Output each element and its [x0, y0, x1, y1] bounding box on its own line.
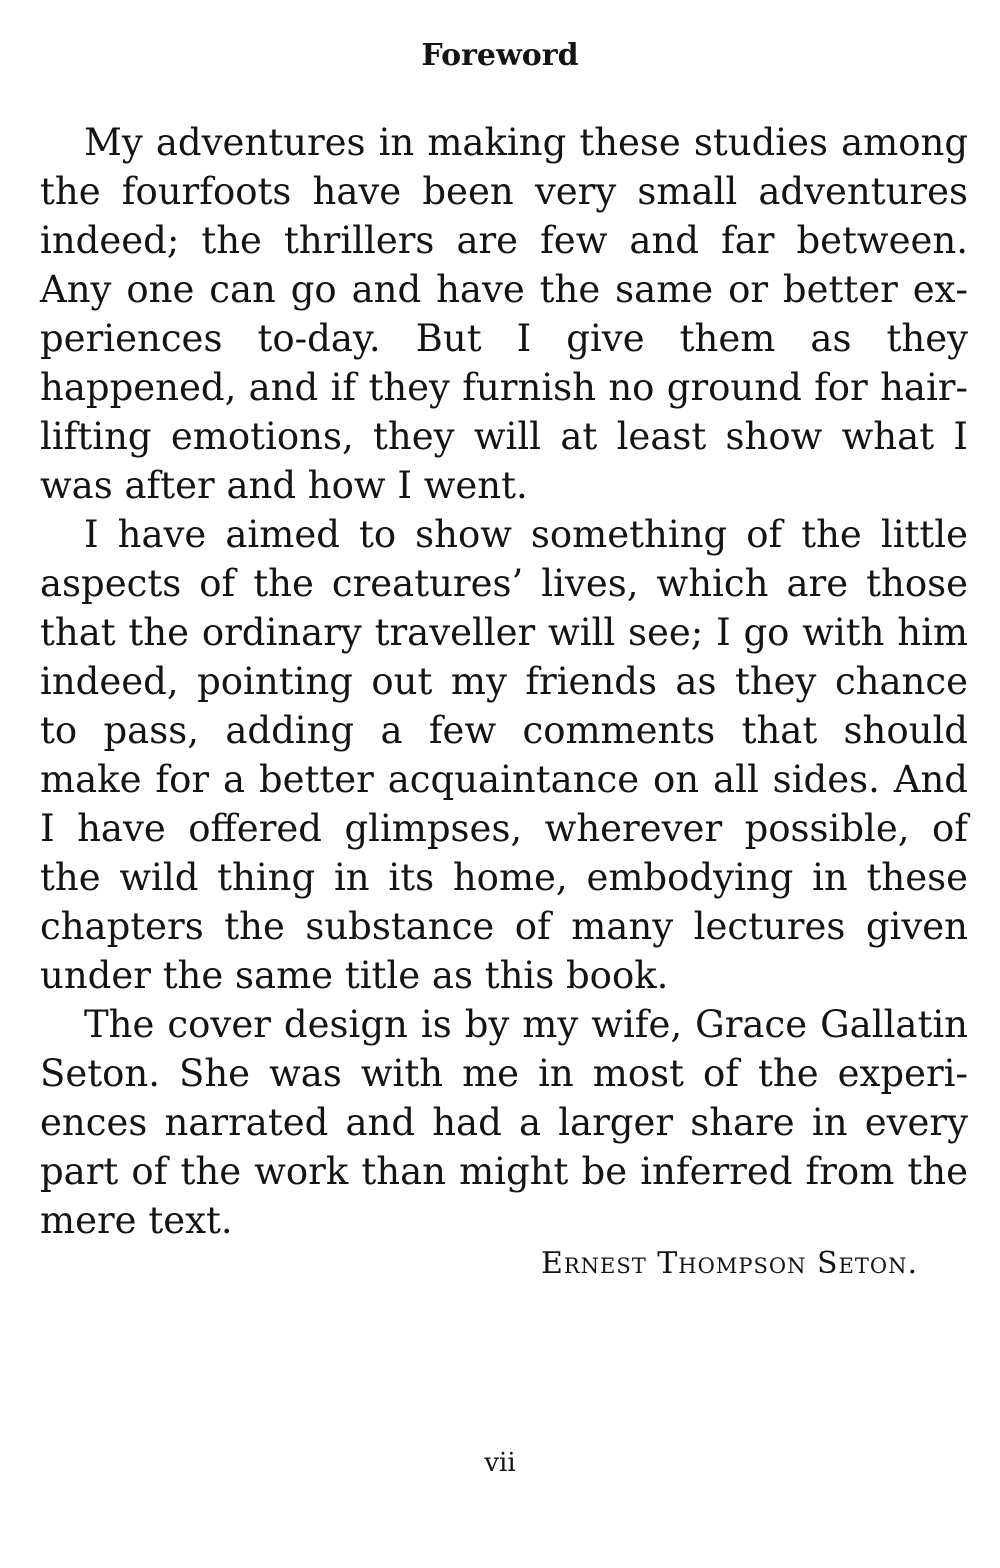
paragraph: The cover design is by my wife, Grace Gallatin Seton. She was with me in most of the experiences narrated and had a larger share in every part of the work than might be inferred from the mere text.: [40, 1003, 968, 1242]
paragraph: My adventures in making these studies among the fourfoots have been very small adventures indeed; the thrillers are few and far between. Any one can go and have the same or better experiences to-day. But I give them as they happened, and if they furnish no ground for hair-lifting emotions, they will at least show what I was after and how I went.: [40, 121, 968, 507]
page-heading: Foreword: [421, 38, 579, 73]
foreword-body: [40, 118, 968, 1245]
author-signature: Ernest Thompson Seton.: [540, 1246, 918, 1281]
page-number: vii: [484, 1448, 516, 1478]
paragraph: I have aimed to show something of the little aspects of the creatures’ lives, which are those that the ordinary traveller will see; I go with him indeed, pointing out my friends as they chance to pass, adding a few comments that should make for a better acquaintance on all sides. And I have offered glimpses, wherever possible, of the wild thing in its home, embodying in these chapters the substance of many lectures given under the same title as this book.: [40, 513, 968, 997]
